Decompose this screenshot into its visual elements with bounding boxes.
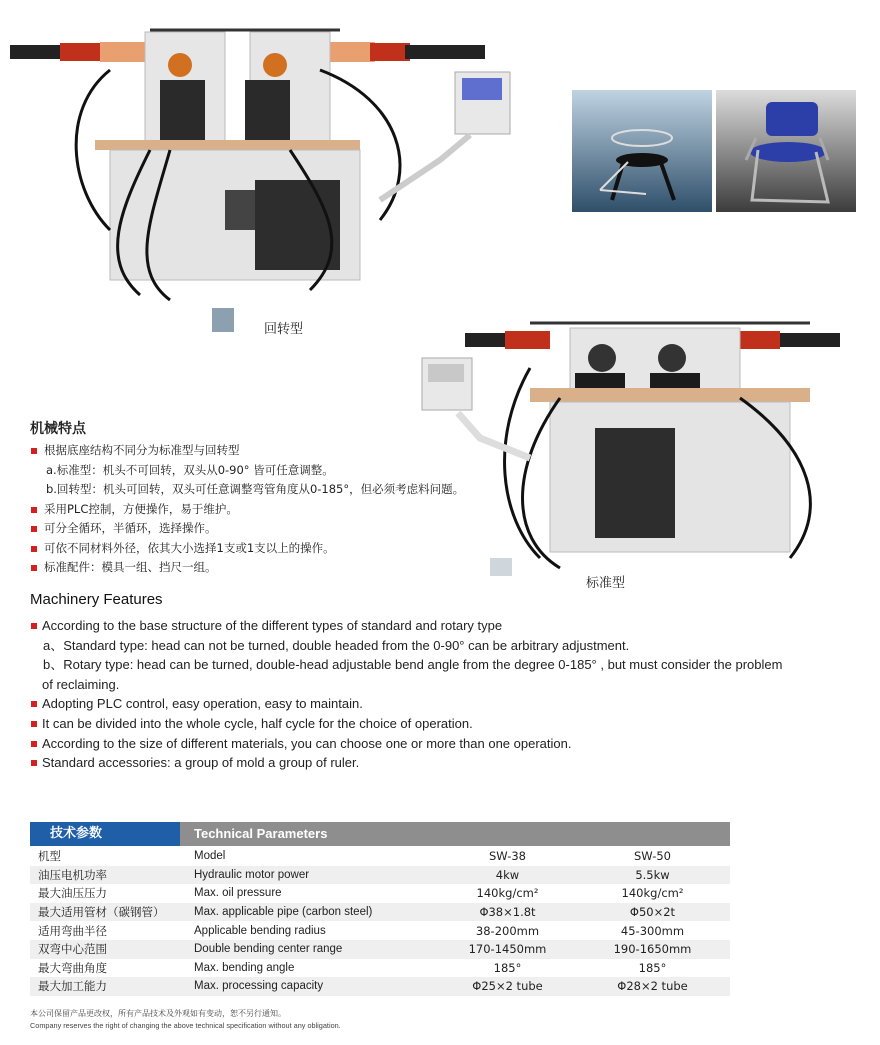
chair-blue-photo bbox=[716, 90, 856, 212]
feature-item bbox=[30, 753, 860, 773]
feature-item bbox=[30, 519, 500, 539]
bullet-square-icon bbox=[31, 565, 37, 571]
param-en-cell: Max. applicable pipe (carbon steel) bbox=[194, 903, 440, 922]
feature-item bbox=[30, 694, 860, 714]
sw38-cell: 140kg/cm² bbox=[476, 886, 539, 901]
param-en-cell: Max. bending angle bbox=[194, 961, 295, 974]
feature-text: According to the size of different materials, you can choose one or more than one operation. bbox=[42, 735, 572, 751]
feature-item bbox=[30, 714, 860, 734]
feature-subitem bbox=[30, 675, 860, 695]
feature-text: b、Rotary type: head can be turned, double-head adjustable bend angle from the degree 0-185° , but must consider the problem bbox=[43, 657, 783, 673]
sw50-cell: Φ50×2t bbox=[575, 903, 730, 922]
param-cn-cell: 适用弯曲半径 bbox=[38, 923, 107, 938]
bullet-square-icon bbox=[31, 526, 37, 532]
table-row bbox=[30, 847, 730, 866]
rotary-caption: 回转型 bbox=[264, 322, 304, 337]
sw38-cell: SW-38 bbox=[489, 849, 526, 864]
feature-item bbox=[30, 558, 500, 578]
feature-text: It can be divided into the whole cycle, half cycle for the choice of operation. bbox=[42, 715, 473, 731]
features-cn-list bbox=[30, 441, 500, 578]
sw50-cell: 45-300mm bbox=[620, 923, 685, 938]
features-cn-title: 机械特点 bbox=[30, 421, 86, 437]
sw50-cell: SW-50 bbox=[634, 849, 671, 864]
table-row bbox=[30, 940, 730, 959]
table-row bbox=[30, 921, 730, 940]
spec-header bbox=[30, 822, 730, 846]
bullet-square-icon bbox=[31, 546, 37, 552]
param-en-cell: Model bbox=[194, 850, 226, 863]
sw50-cell: 5.5kw bbox=[575, 866, 730, 885]
table-row bbox=[30, 959, 730, 978]
feature-text: a.标准型：机头不可回转，双头从0-90° 皆可任意调整。 bbox=[46, 462, 334, 477]
rotary-machine-photo bbox=[0, 10, 520, 340]
feature-text: 标准配件：模具一组、挡尺一组。 bbox=[44, 560, 217, 574]
sw50-cell: 140kg/cm² bbox=[621, 886, 684, 901]
sw38-cell: Φ38×1.8t bbox=[440, 903, 575, 922]
bullet-square-icon bbox=[31, 760, 37, 766]
feature-item bbox=[30, 500, 500, 520]
feature-text: 可依不同材料外径，依其大小选择1支或1支以上的操作。 bbox=[44, 540, 335, 555]
param-cn-cell: 最大适用管材（碳钢管） bbox=[30, 903, 194, 922]
param-cn-cell: 最大油压压力 bbox=[38, 886, 107, 901]
sw38-cell: 4kw bbox=[440, 866, 575, 885]
bullet-square-icon bbox=[31, 623, 37, 629]
feature-item bbox=[30, 441, 500, 461]
bullet-square-icon bbox=[31, 448, 37, 454]
feature-text: of reclaiming. bbox=[42, 676, 120, 692]
features-en-title: Machinery Features bbox=[30, 591, 163, 608]
param-cn-cell: 机型 bbox=[38, 849, 61, 864]
param-en-cell: Double bending center range bbox=[194, 940, 440, 959]
feature-text: b.回转型：机头可回转，双头可任意调整弯管角度从0-185°，但必须考虑料问题。 bbox=[46, 482, 465, 496]
sw50-cell: Φ28×2 tube bbox=[575, 977, 730, 996]
bullet-square-icon bbox=[31, 721, 37, 727]
feature-text: 可分全循环，半循环，选择操作。 bbox=[44, 521, 217, 535]
sw38-cell: Φ25×2 tube bbox=[440, 977, 575, 996]
footer-cn: 本公司保留产品更改权，所有产品技术及外观如有变动，恕不另行通知。 bbox=[30, 1009, 286, 1018]
param-cn-cell: 最大加工能力 bbox=[30, 977, 194, 996]
param-cn-cell: 最大弯曲角度 bbox=[38, 960, 107, 975]
feature-item bbox=[30, 616, 860, 636]
param-cn-cell: 双弯中心范围 bbox=[30, 940, 194, 959]
features-en-list bbox=[30, 616, 860, 773]
param-cn-cell: 油压电机功率 bbox=[30, 866, 194, 885]
sw38-cell: 38-200mm bbox=[475, 923, 540, 938]
bullet-square-icon bbox=[31, 507, 37, 513]
sw50-cell: 185° bbox=[638, 960, 667, 975]
feature-text: 采用PLC控制，方便操作，易于维护。 bbox=[44, 501, 238, 516]
chair-frame-photo bbox=[572, 90, 712, 212]
table-row bbox=[30, 903, 730, 922]
feature-item bbox=[30, 539, 500, 559]
feature-text: According to the base structure of the different types of standard and rotary type bbox=[42, 618, 503, 633]
bullet-square-icon bbox=[31, 741, 37, 747]
feature-text: 根据底座结构不同分为标准型与回转型 bbox=[44, 443, 240, 457]
table-row bbox=[30, 866, 730, 885]
footer-en: Company reserves the right of changing the above technical specification without any obligation. bbox=[30, 1021, 341, 1030]
param-en-cell: Max. oil pressure bbox=[194, 887, 282, 900]
feature-subitem bbox=[30, 636, 860, 656]
feature-subitem bbox=[30, 480, 500, 500]
spec-header-en: Technical Parameters bbox=[180, 822, 730, 846]
param-en-cell: Applicable bending radius bbox=[194, 924, 326, 937]
table-row bbox=[30, 977, 730, 996]
sw38-cell: 170-1450mm bbox=[440, 940, 575, 959]
bullet-square-icon bbox=[31, 701, 37, 707]
spec-table bbox=[30, 847, 730, 996]
feature-subitem bbox=[30, 461, 500, 481]
spec-header-cn: 技术参数 bbox=[30, 822, 180, 846]
table-row bbox=[30, 884, 730, 903]
feature-item bbox=[30, 734, 860, 754]
feature-text: Adopting PLC control, easy operation, easy to maintain. bbox=[42, 696, 363, 712]
feature-text: Standard accessories: a group of mold a group of ruler. bbox=[42, 755, 360, 771]
sw38-cell: 185° bbox=[493, 960, 522, 975]
sw50-cell: 190-1650mm bbox=[575, 940, 730, 959]
feature-text: a、Standard type: head can not be turned, double headed from the 0-90° can be arbitrary adjustment. bbox=[43, 637, 630, 653]
param-en-cell: Max. processing capacity bbox=[194, 977, 440, 996]
param-en-cell: Hydraulic motor power bbox=[194, 866, 440, 885]
standard-caption: 标准型 bbox=[586, 576, 626, 591]
feature-subitem bbox=[30, 655, 860, 675]
